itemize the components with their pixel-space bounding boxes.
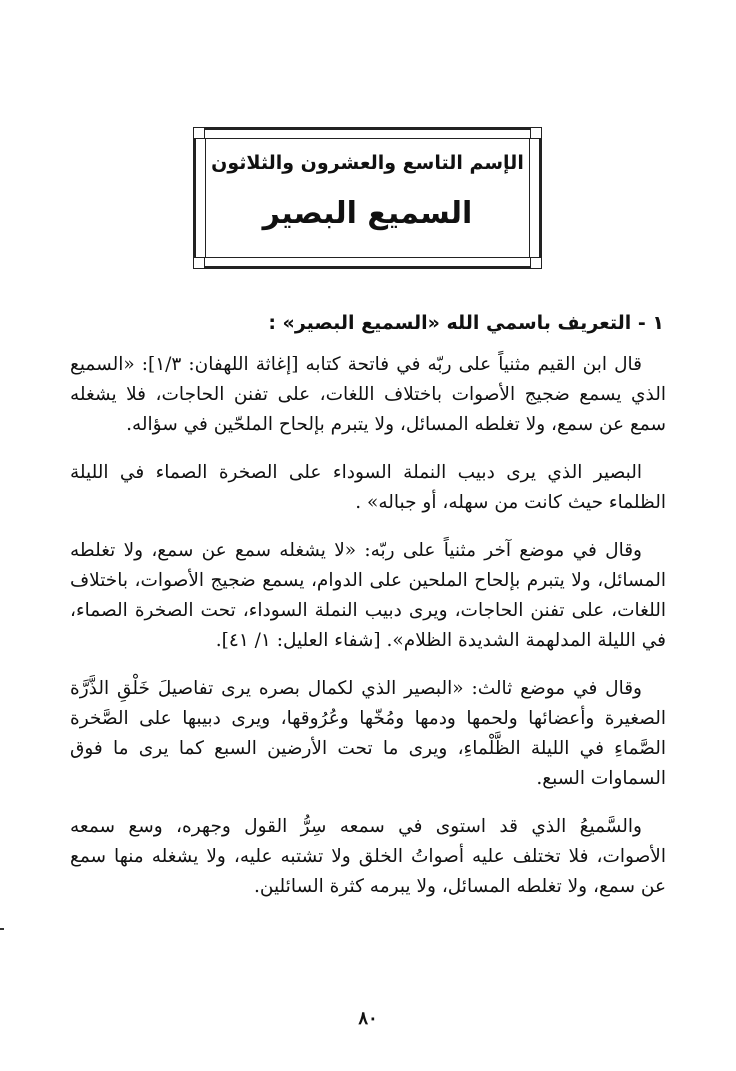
frame-corner-ornament bbox=[530, 127, 542, 139]
chapter-title: السميع البصير bbox=[262, 196, 473, 231]
section-heading: ١ - التعريف باسمي الله «السميع البصير» : bbox=[268, 312, 664, 334]
frame-corner-ornament bbox=[193, 127, 205, 139]
paragraph: قال ابن القيم مثنياً على ربّه في فاتحة كتابه [إغاثة اللهفان: ١/٣]: «السميع الذي يسمع ضجيج الأصوات باختلاف اللغات، على تفنن الحاجات، فلا يشغله سمع عن سمع، ولا تغلطه المسائل، ولا يتبرم بإلحاح الملحّين في سؤاله. bbox=[70, 354, 666, 435]
paragraph: وقال في موضع ثالث: «البصير الذي لكمال بصره يرى تفاصيلَ خَلْقِ الذَّرَّة الصغيرة وأعضائها ولحمها ودمها ومُخّها وعُرُوقها، ويرى دبيبها على الصَّخرة الصَّماءِ في الليلة الظَّلْماءِ، ويرى ما تحت الأرضين السبع كما يرى ما فوق السماوات السبع. bbox=[70, 678, 666, 789]
paragraph: البصير الذي يرى دبيب النملة السوداء على الصخرة الصماء في الليلة الظلماء حيث كانت من سهله، أو جباله» . bbox=[70, 462, 666, 513]
frame-corner-ornament bbox=[530, 257, 542, 269]
scan-edge-mark bbox=[0, 928, 4, 930]
body-text bbox=[70, 350, 666, 920]
paragraph: وقال في موضع آخر مثنياً على ربّه: «لا يشغله سمع عن سمع، ولا تغلطه المسائل، ولا يتبرم بإلحاح الملحين على الدوام، يسمع ضجيج الأصوات، باختلاف اللغات، على تفنن الحاجات، ويرى دبيب النملة السوداء، تحت الصخرة الصماء، في الليلة المدلهمة الشديدة الظلام». [شفاء العليل: ١/ ٤١]. bbox=[70, 540, 666, 651]
paragraph: والسَّميعُ الذي قد استوى في سمعه سِرُّ القول وجهره، وسع سمعه الأصوات، فلا تختلف عليه أصواتُ الخلق ولا تشتبه عليه، ولا يشغله منها سمع عن سمع، ولا تغلطه المسائل، ولا يبرمه كثرة السائلين. bbox=[70, 816, 666, 897]
chapter-subtitle: الإسم التاسع والعشرون والثلاثون bbox=[211, 152, 524, 174]
page-number: ٨٠ bbox=[358, 1008, 378, 1029]
frame-corner-ornament bbox=[193, 257, 205, 269]
